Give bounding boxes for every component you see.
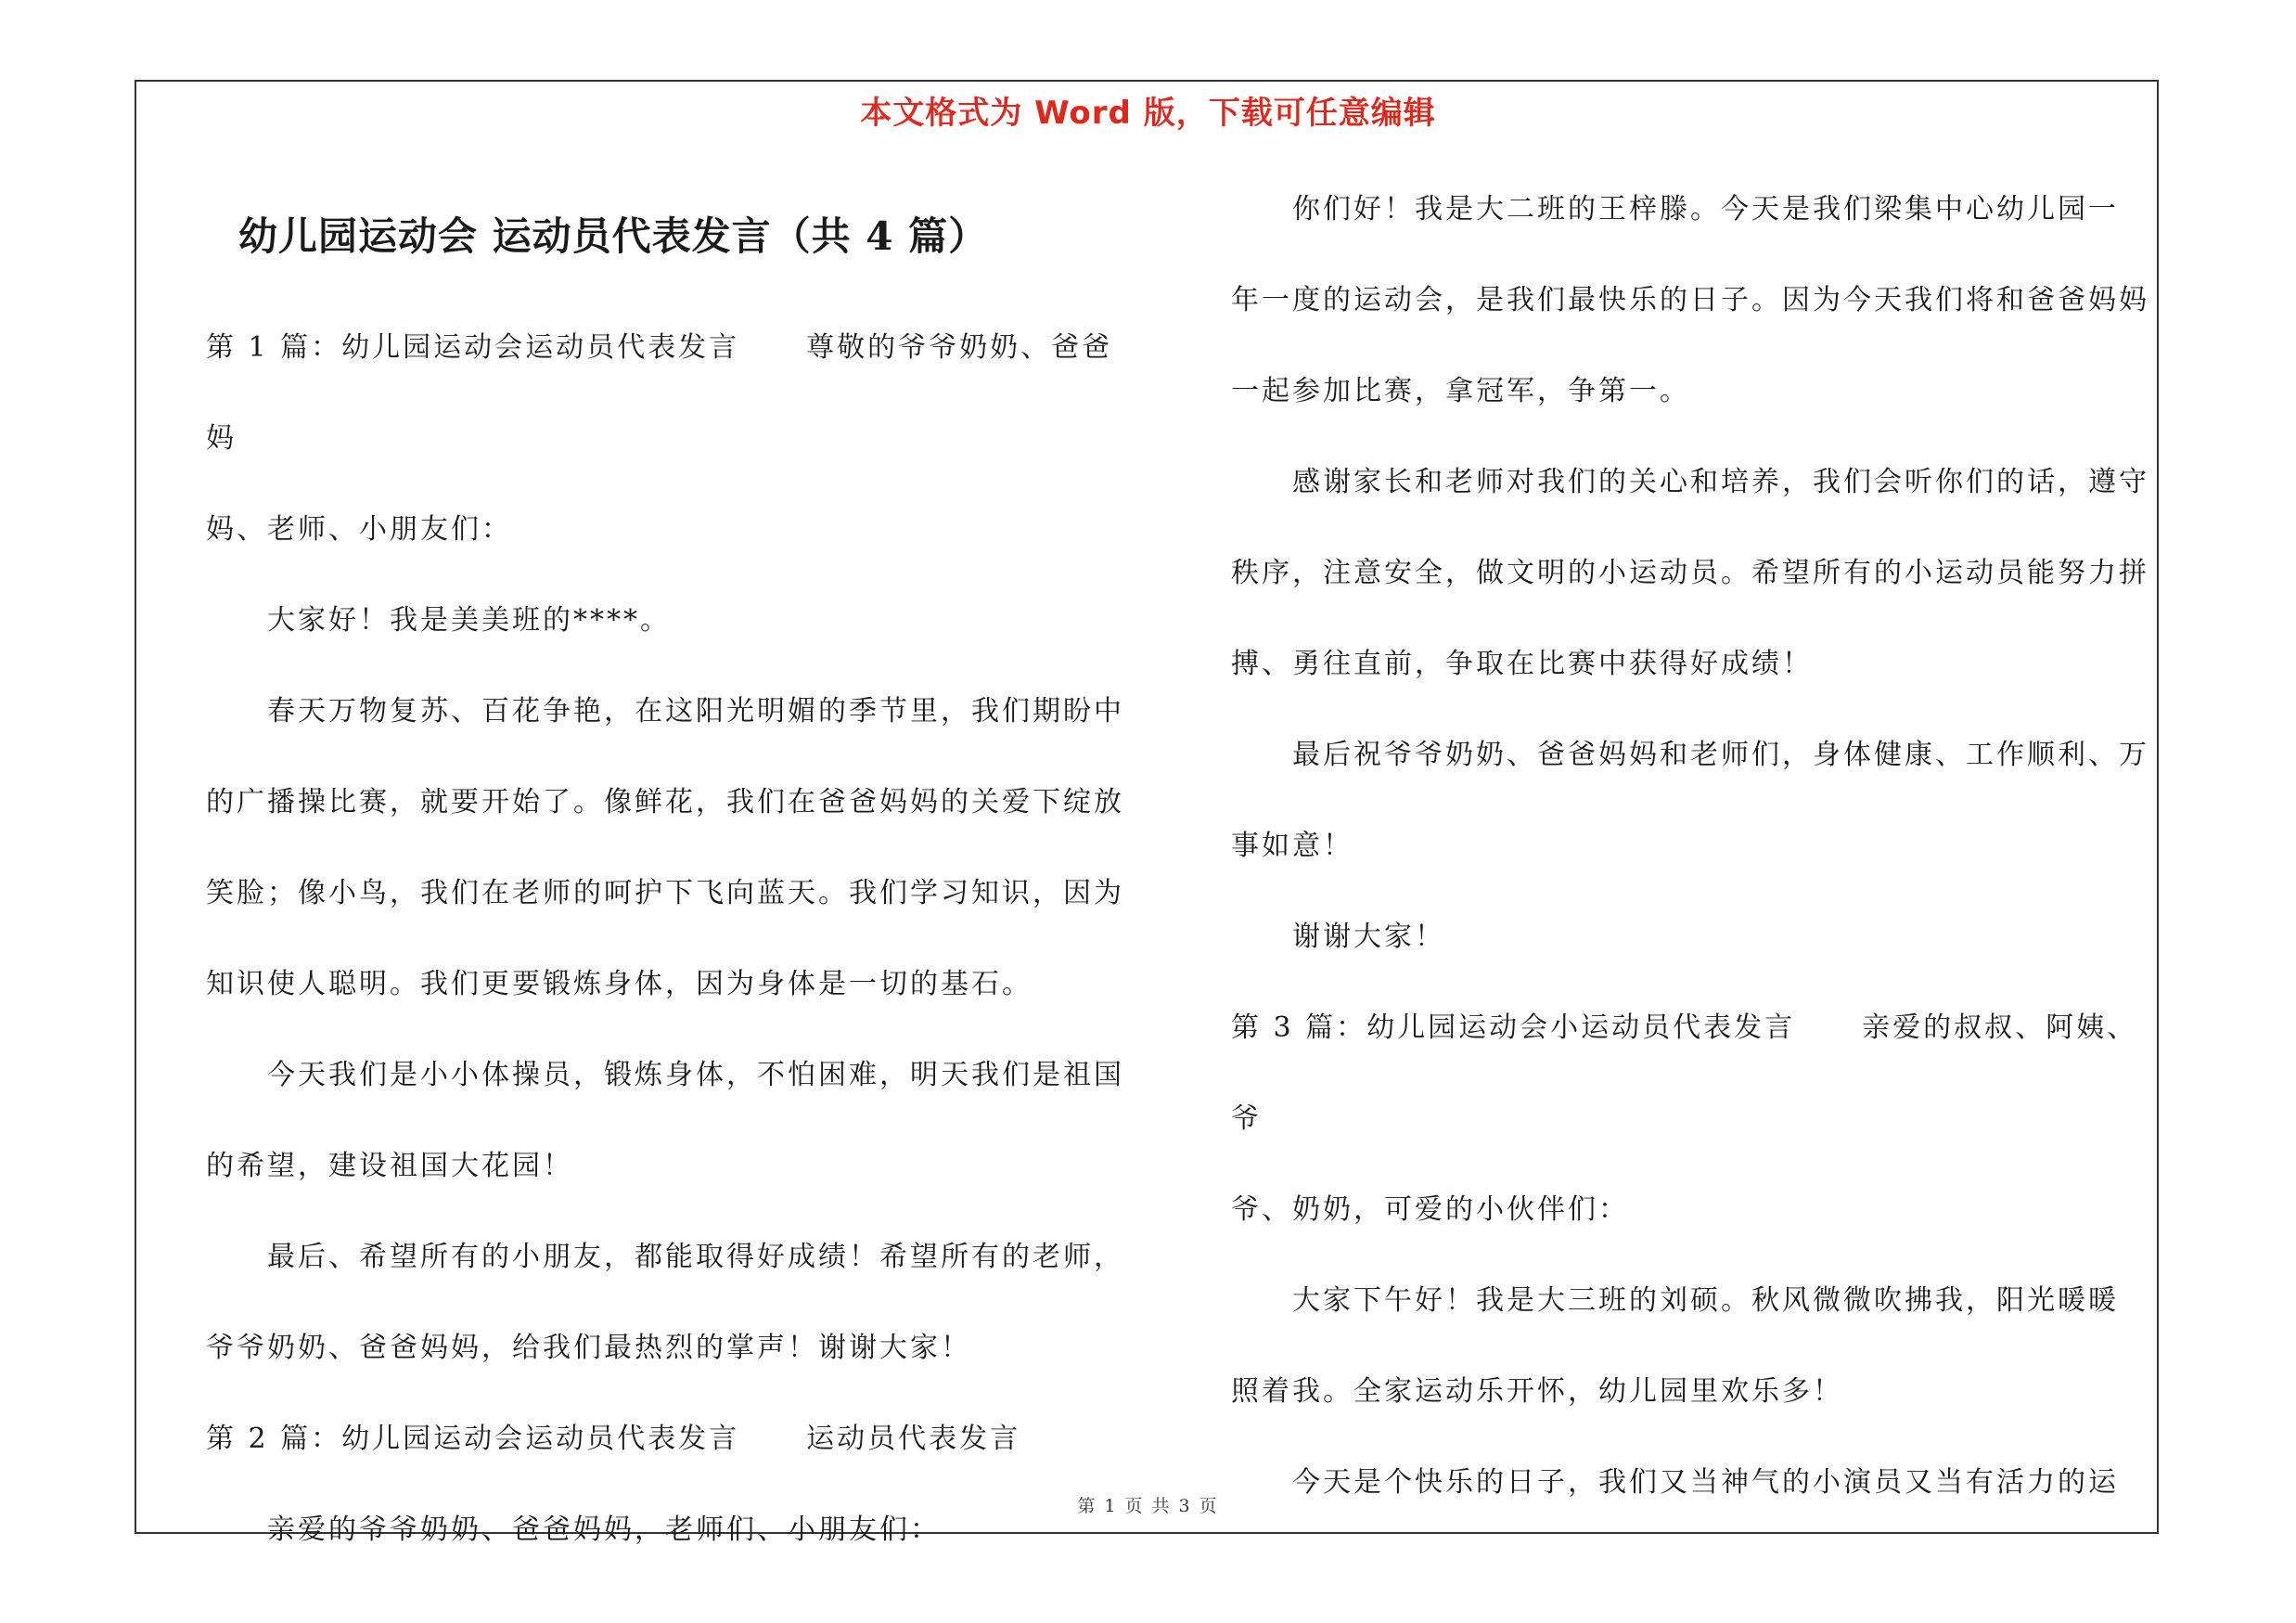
paragraph-closing-line-1: 最后、希望所有的小朋友，都能取得好成绩！希望所有的老师， [267, 1241, 1124, 1273]
section-2-subtitle: 运动员代表发言 [806, 1423, 1021, 1455]
right-column [1231, 164, 2159, 1528]
section-2-heading: 第 2 篇：幼儿园运动会运动员代表发言 [206, 1423, 740, 1455]
paragraph-thanks-line-3: 搏、勇往直前，争取在比赛中获得好成绩！ [1231, 648, 1813, 680]
paragraph-spring-line-2: 的广播操比赛，就要开始了。像鲜花，我们在爸爸妈妈的关爱下绽放 [206, 786, 1124, 818]
section-3-salutation-end: 爷、奶奶，可爱的小伙伴们： [1231, 1193, 1629, 1226]
section-2-salutation: 亲爱的爷爷奶奶、爸爸妈妈，老师们、小朋友们： [267, 1514, 941, 1546]
paragraph-spring-line-1: 春天万物复苏、百花争艳，在这阳光明媚的季节里，我们期盼中 [267, 695, 1124, 728]
document-title: 幼儿园运动会 运动员代表发言（共 4 篇） [238, 213, 989, 259]
section-1-heading-line [206, 303, 1134, 484]
section-3-heading: 第 3 篇：幼儿园运动会小运动员代表发言 [1231, 1011, 1796, 1044]
paragraph-thanks-line-1: 感谢家长和老师对我们的关心和培养，我们会听你们的话，遵守 [1292, 466, 2149, 498]
section-1-salutation-start: 尊敬的爷爷奶奶、爸爸妈 [206, 331, 1113, 455]
paragraph-today-line-2: 的希望，建设祖国大花园！ [206, 1150, 573, 1182]
paragraph-afternoon-line-2: 照着我。全家运动乐开怀，幼儿园里欢乐多！ [1231, 1375, 1843, 1408]
section-1-salutation-end: 妈、老师、小朋友们： [206, 513, 512, 546]
paragraph-intro-line-1: 你们好！我是大二班的王梓滕。今天是我们梁集中心幼儿园一 [1292, 193, 2119, 225]
section-3-heading-line [1231, 983, 2159, 1165]
paragraph-intro-line-2: 年一度的运动会，是我们最快乐的日子。因为今天我们将和爸爸妈妈 [1231, 284, 2149, 316]
paragraph-closing-line-2: 爷爷奶奶、爸爸妈妈，给我们最热烈的掌声！谢谢大家！ [206, 1332, 971, 1364]
paragraph-afternoon-line-1: 大家下午好！我是大三班的刘硕。秋风微微吹拂我，阳光暖暖 [1292, 1284, 2119, 1317]
paragraph-thanks-line-2: 秩序，注意安全，做文明的小运动员。希望所有的小运动员能努力拼 [1231, 557, 2149, 589]
paragraph-today-line-1: 今天我们是小小体操员，锻炼身体，不怕困难，明天我们是祖国 [267, 1059, 1124, 1091]
paragraph-wishes-line-1: 最后祝爷爷奶奶、爸爸妈妈和老师们，身体健康、工作顺利、万 [1292, 739, 2149, 771]
paragraph-greeting: 大家好！我是美美班的****。 [267, 604, 671, 637]
paragraph-wishes-line-2: 事如意！ [1231, 830, 1353, 862]
paragraph-spring-line-4: 知识使人聪明。我们更要锻炼身体，因为身体是一切的基石。 [206, 968, 1033, 1000]
left-column [206, 303, 1134, 1576]
section-2-heading-line [206, 1394, 1134, 1485]
paragraph-happy-day-line-1: 今天是个快乐的日子，我们又当神气的小演员又当有活力的运 [1292, 1466, 2119, 1499]
page-number-footer: 第 1 页 共 3 页 [1077, 1496, 1219, 1516]
paragraph-intro-line-3: 一起参加比赛，拿冠军，争第一。 [1231, 375, 1690, 407]
section-3-salutation-start: 亲爱的叔叔、阿姨、爷 [1231, 1011, 2138, 1135]
section-1-heading: 第 1 篇：幼儿园运动会运动员代表发言 [206, 331, 740, 364]
word-format-banner: 本文格式为 Word 版，下载可任意编辑 [860, 95, 1436, 132]
paragraph-thank-you: 谢谢大家！ [1292, 921, 1445, 953]
paragraph-spring-line-3: 笑脸；像小鸟，我们在老师的呵护下飞向蓝天。我们学习知识，因为 [206, 877, 1124, 909]
